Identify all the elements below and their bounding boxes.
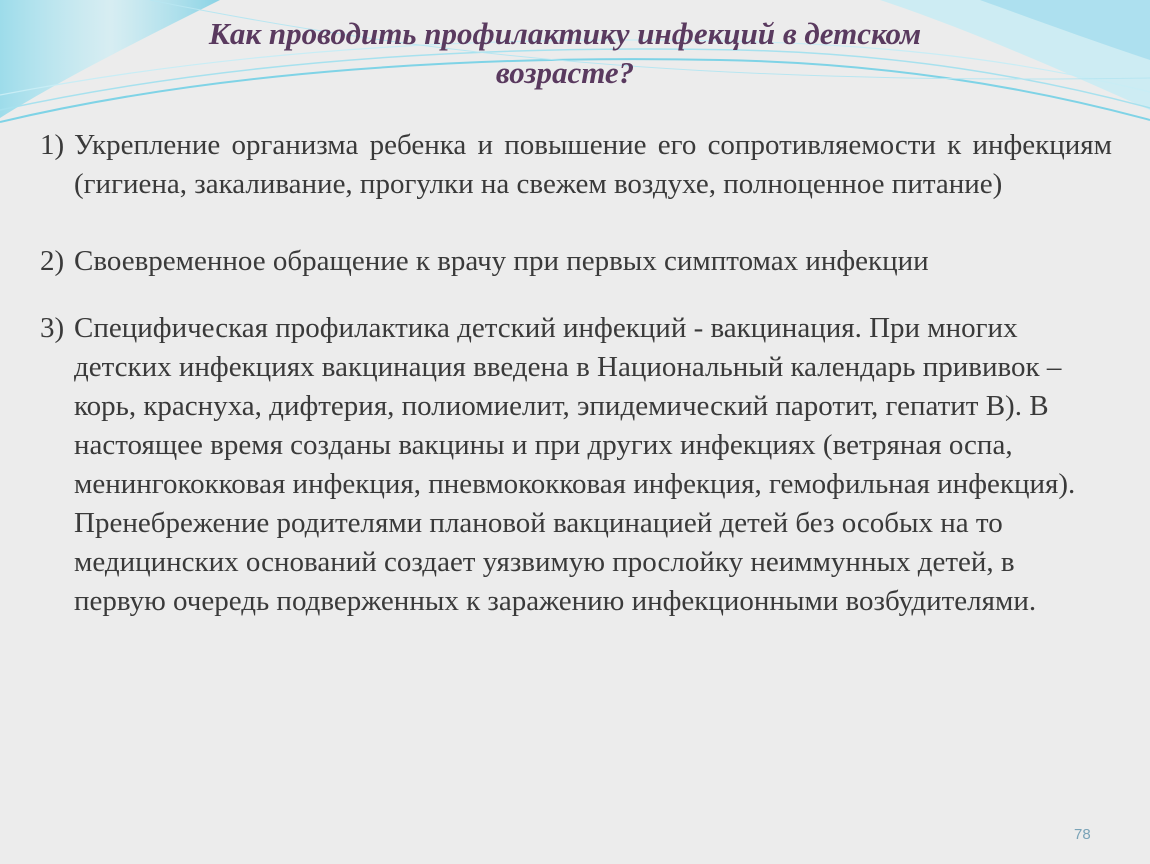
page-number: 78 — [1074, 826, 1091, 843]
prevention-list — [40, 126, 1112, 621]
item-number-2: 2) — [40, 245, 65, 277]
list-item-3 — [40, 309, 1112, 621]
item-text-3: Специфическая профилактика детский инфекций - вакцинация. При многих детских инфекциях вакцинация введена в Национальный календарь прививок – корь, краснуха, дифтерия, полиомиелит, эпидемический паротит, гепатит В). В настоящее время созданы вакцины и при других инфекциях (ветряная оспа, менингококковая инфекция, пневмококковая инфекция, гемофильная инфекция). Пренебрежение родителями плановой вакцинацией детей без особых на то медицинских оснований создает уязвимую прослойку неиммунных детей, в первую очередь подверженных к заражению инфекционными возбудителями. — [74, 312, 1076, 617]
item-text-2: Своевременное обращение к врачу при первых симптомах инфекции — [74, 245, 929, 277]
item-text-1: Укрепление организма ребенка и повышение его сопротивляемости к инфекциям (гигиена, закаливание, прогулки на свежем воздухе, полноценное питание) — [74, 129, 1112, 200]
slide-title: Как проводить профилактику инфекций в детском возрасте? — [208, 16, 922, 90]
list-item-2 — [40, 242, 1112, 281]
item-number-3: 3) — [40, 312, 65, 344]
item-number-1: 1) — [40, 129, 65, 161]
list-item-1 — [40, 126, 1112, 204]
